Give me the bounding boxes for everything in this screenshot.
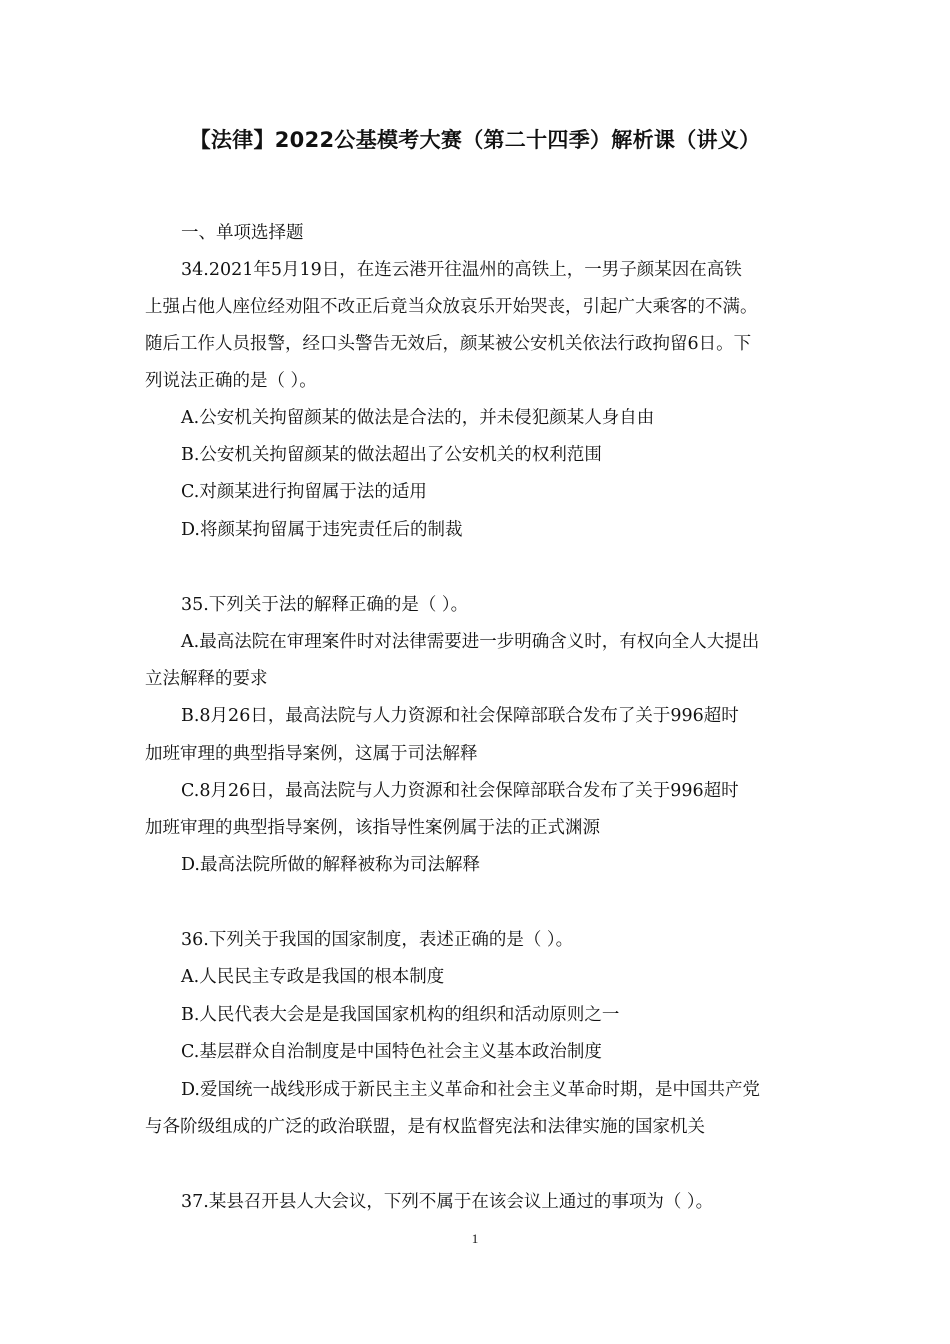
- question-stem-line: 列说法正确的是（ ）。: [145, 371, 317, 391]
- option-c: C.对颜某进行拘留属于法的适用: [181, 482, 427, 502]
- option-b: B.人民代表大会是是我国国家机构的组织和活动原则之一: [181, 1005, 620, 1025]
- option-a: A.公安机关拘留颜某的做法是合法的，并未侵犯颜某人身自由: [181, 408, 655, 428]
- option-c-continued: 加班审理的典型指导案例，该指导性案例属于法的正式渊源: [145, 818, 600, 838]
- option-b: B.公安机关拘留颜某的做法超出了公安机关的权利范围: [181, 445, 602, 465]
- option-a: A.人民民主专政是我国的根本制度: [181, 967, 445, 987]
- question-stem-line: 上强占他人座位经劝阻不改正后竟当众放哀乐开始哭丧，引起广大乘客的不满。: [145, 297, 758, 317]
- page-number: 1: [471, 1231, 479, 1246]
- question-stem-line: 36.下列关于我国的国家制度，表述正确的是（ ）。: [181, 930, 574, 950]
- option-d: D.爱国统一战线形成于新民主主义革命和社会主义革命时期，是中国共产党: [181, 1080, 760, 1100]
- question-stem-line: 随后工作人员报警，经口头警告无效后，颜某被公安机关依法行政拘留6日。下: [145, 334, 752, 354]
- option-c: C.8月26日，最高法院与人力资源和社会保障部联合发布了关于996超时: [181, 781, 739, 801]
- page-title: 【法律】2022公基模考大赛（第二十四季）解析课（讲义）: [189, 128, 761, 152]
- question-stem-line: 34.2021年5月19日，在连云港开往温州的高铁上，一男子颜某因在高铁: [181, 260, 742, 280]
- option-c: C.基层群众自治制度是中国特色社会主义基本政治制度: [181, 1042, 602, 1062]
- question-stem-line: 35.下列关于法的解释正确的是（ ）。: [181, 595, 469, 615]
- option-d: D.将颜某拘留属于违宪责任后的制裁: [181, 520, 463, 540]
- option-a: A.最高法院在审理案件时对法律需要进一步明确含义时，有权向全人大提出: [181, 632, 760, 652]
- option-b: B.8月26日，最高法院与人力资源和社会保障部联合发布了关于996超时: [181, 706, 739, 726]
- question-stem-line: 37.某县召开县人大会议，下列不属于在该会议上通过的事项为（ ）。: [181, 1192, 714, 1212]
- option-d: D.最高法院所做的解释被称为司法解释: [181, 855, 480, 875]
- option-d-continued: 与各阶级组成的广泛的政治联盟，是有权监督宪法和法律实施的国家机关: [145, 1117, 705, 1137]
- section-heading: 一、单项选择题: [181, 223, 304, 243]
- option-b-continued: 加班审理的典型指导案例，这属于司法解释: [145, 744, 478, 764]
- option-a-continued: 立法解释的要求: [145, 669, 268, 689]
